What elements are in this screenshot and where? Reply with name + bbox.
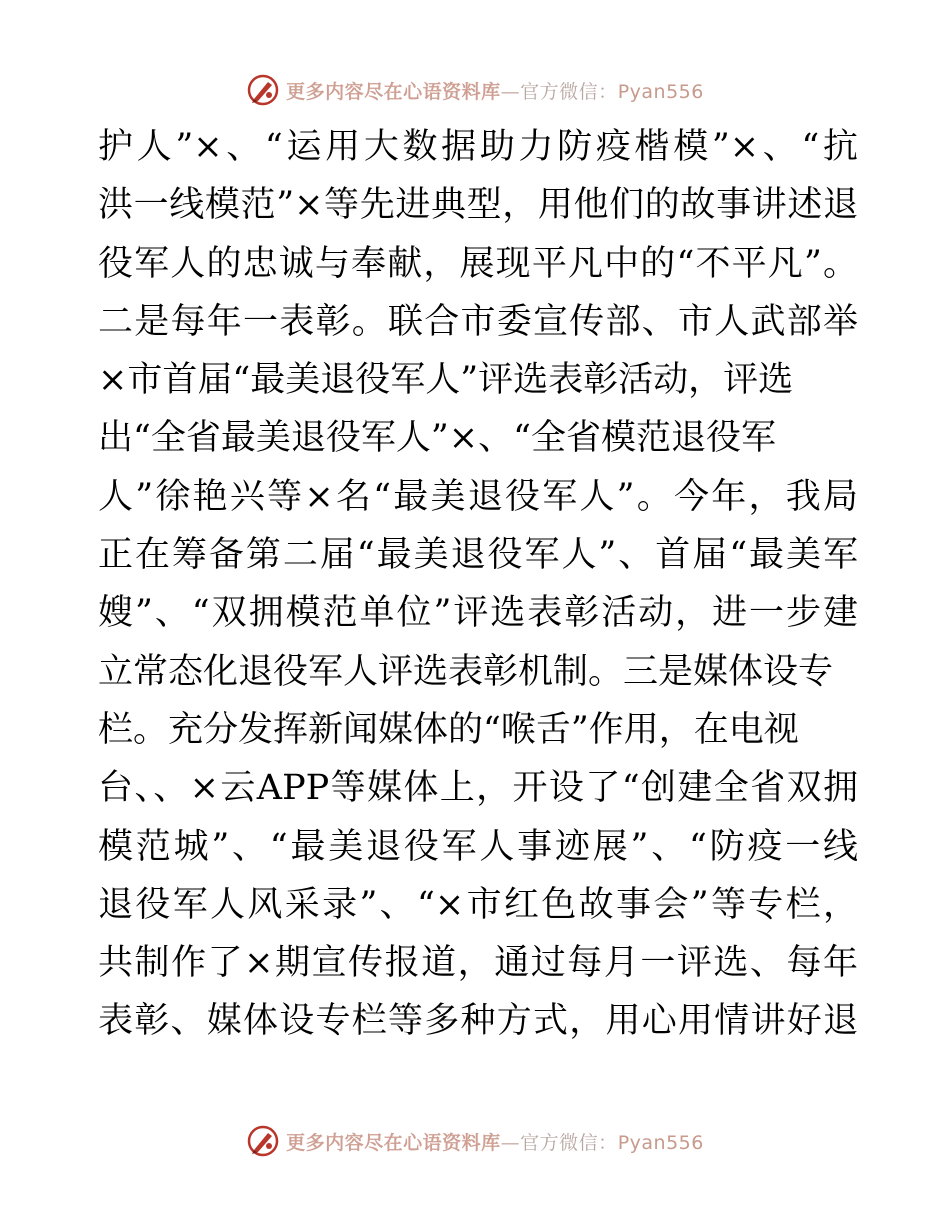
watermark-text xyxy=(286,77,704,104)
body-line: 表彰、媒体设专栏等多种方式，用心用情讲好退 xyxy=(98,1001,858,1042)
body-line: 人”徐艳兴等×名“最美退役军人”。今年，我局 xyxy=(98,476,858,517)
body-line: 嫂”、“双拥模范单位”评选表彰活动，进一步建 xyxy=(98,593,858,634)
body-line: 栏。充分发挥新闻媒体的“喉舌”作用，在电视 xyxy=(98,709,799,750)
document-body xyxy=(98,118,858,1051)
pen-circle-logo-icon xyxy=(246,73,280,107)
watermark-brand: 更多内容尽在心语资料库 xyxy=(286,80,501,103)
watermark-id: Pyan556 xyxy=(617,80,704,103)
watermark-text xyxy=(286,1128,704,1155)
body-line: 二是每年一表彰。联合市委宣传部、市人武部举 xyxy=(98,301,858,342)
watermark-brand: 更多内容尽在心语资料库 xyxy=(286,1131,501,1154)
header-watermark xyxy=(0,70,950,110)
body-line: 出“全省最美退役军人”×、“全省模范退役军 xyxy=(98,418,777,459)
body-line: ×市首届“最美退役军人”评选表彰活动，评选 xyxy=(98,360,794,401)
watermark-id: Pyan556 xyxy=(617,1131,704,1154)
body-line: 共制作了×期宣传报道，通过每月一评选、每年 xyxy=(98,943,858,984)
watermark-label: 官方微信： xyxy=(520,1131,618,1154)
body-line: 台、、×云APP等媒体上，开设了“创建全省双拥 xyxy=(98,768,858,809)
footer-watermark xyxy=(0,1121,950,1161)
watermark-dash: — xyxy=(500,80,521,103)
body-line: 退役军人风采录”、“×市红色故事会”等专栏， xyxy=(98,884,858,925)
body-line: 立常态化退役军人评选表彰机制。三是媒体设专 xyxy=(98,651,834,692)
body-line: 役军人的忠诚与奉献，展现平凡中的“不平凡”。 xyxy=(98,243,858,284)
body-line: 模范城”、“最美退役军人事迹展”、“防疫一线 xyxy=(98,826,858,867)
pen-circle-logo-icon xyxy=(246,1124,280,1158)
watermark-dash: — xyxy=(500,1131,521,1154)
body-line: 护人”×、“运用大数据助力防疫楷模”×、“抗 xyxy=(98,127,858,167)
watermark-label: 官方微信： xyxy=(520,80,618,103)
body-line: 正在筹备第二届“最美退役军人”、首届“最美军 xyxy=(98,535,858,576)
body-line: 洪一线模范”×等先进典型，用他们的故事讲述退 xyxy=(98,185,858,226)
